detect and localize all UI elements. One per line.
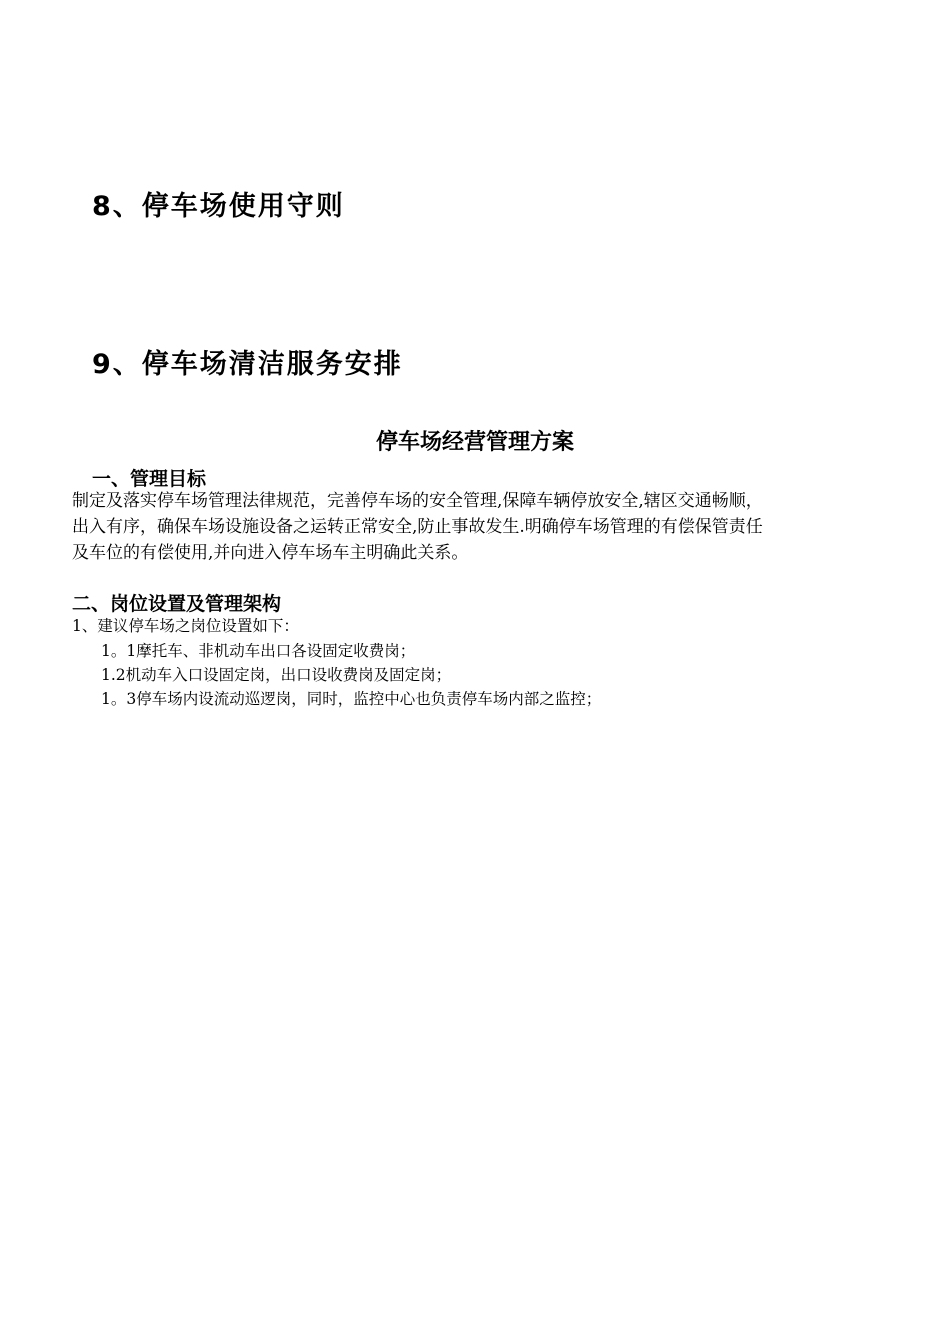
list-item: 1。1摩托车、非机动车出口各设固定收费岗；	[101, 642, 416, 660]
section-2-subitems	[101, 639, 601, 711]
paragraph-line: 制定及落实停车场管理法律规范，完善停车场的安全管理,保障车辆停放安全,辖区交通畅顺，	[72, 491, 763, 511]
heading-8-parking-rules: 8、停车场使用守则	[92, 191, 345, 222]
paragraph-line: 出入有序，确保车场设施设备之运转正常安全,防止事故发生.明确停车场管理的有偿保管责任	[72, 517, 763, 537]
section-1-heading: 一、管理目标	[92, 468, 207, 490]
section-2-item-1: 1、建议停车场之岗位设置如下：	[72, 617, 299, 635]
heading-9-cleaning-arrangement: 9、停车场清洁服务安排	[92, 349, 403, 380]
list-item: 1。3停车场内设流动巡逻岗，同时，监控中心也负责停车场内部之监控；	[101, 690, 602, 708]
document-title: 停车场经营管理方案	[375, 430, 574, 455]
section-2-heading: 二、岗位设置及管理架构	[72, 593, 282, 615]
section-1-paragraph	[72, 488, 763, 566]
paragraph-line: 及车位的有偿使用,并向进入停车场车主明确此关系。	[72, 543, 469, 563]
list-item: 1.2机动车入口设固定岗，出口设收费岗及固定岗；	[101, 666, 452, 684]
